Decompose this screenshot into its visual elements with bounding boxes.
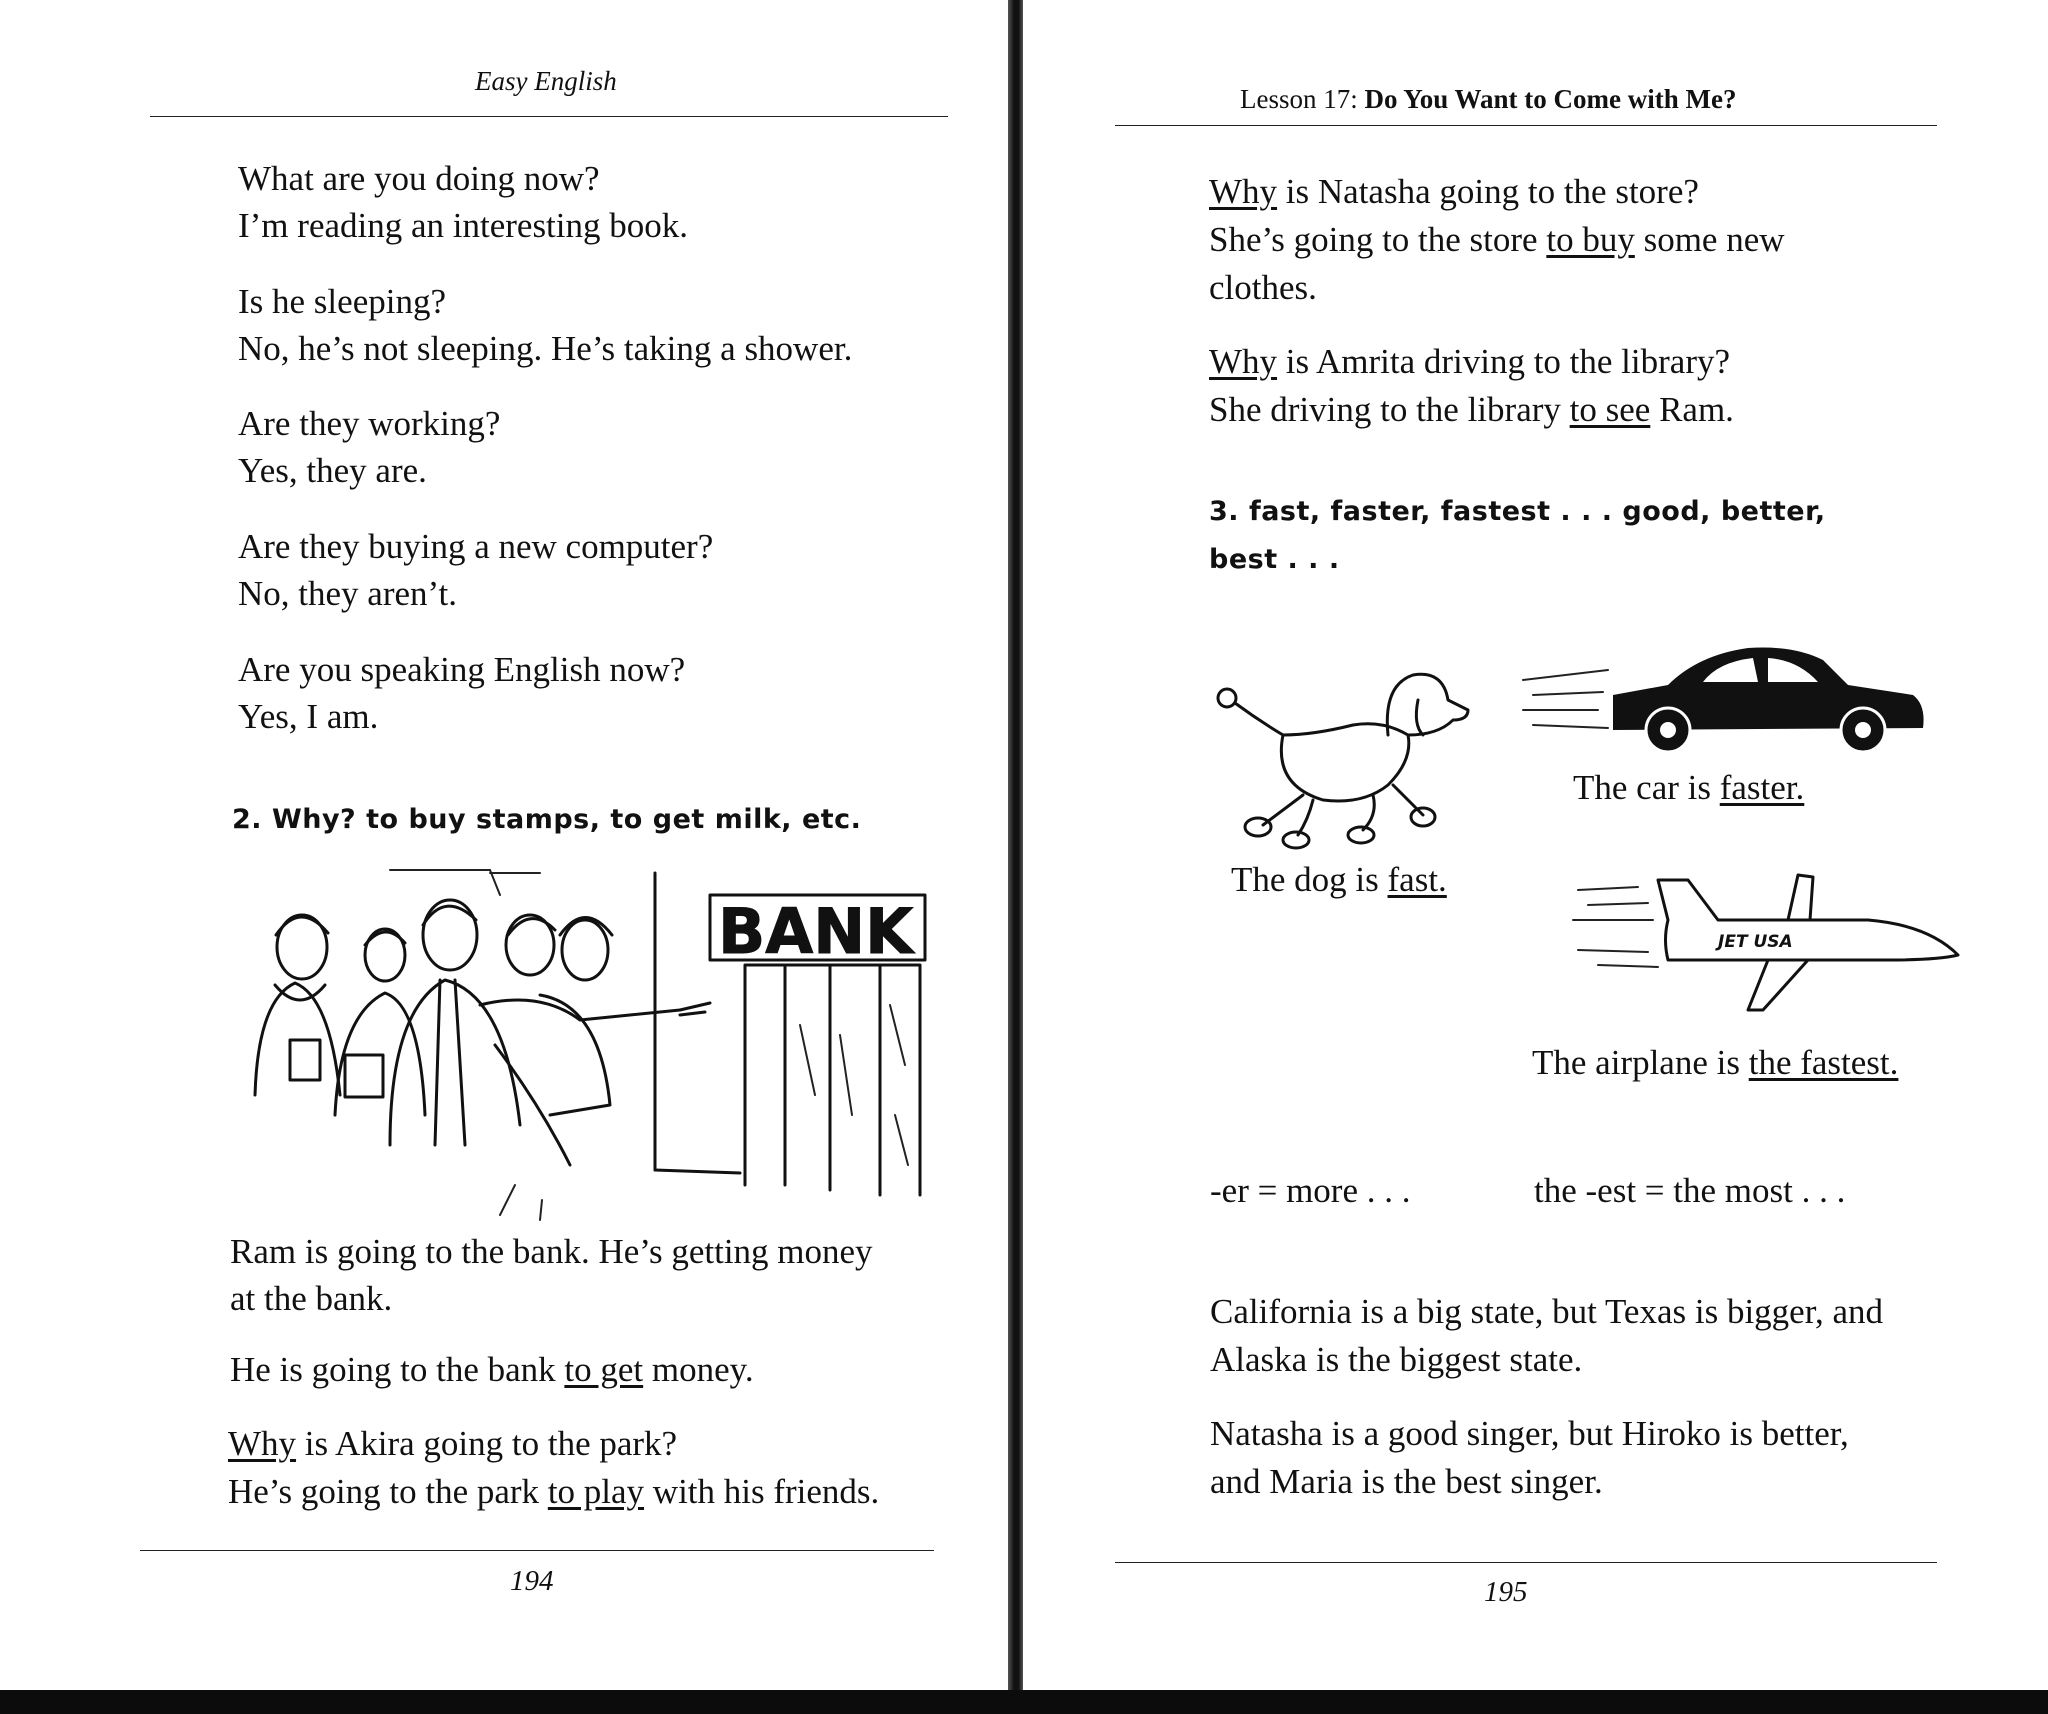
footer-rule [1115, 1562, 1937, 1563]
bank-illustration [240, 865, 930, 1225]
california-line-2: Alaska is the biggest state. [1210, 1340, 1583, 1379]
airplane-caption: The airplane is the fastest. [1532, 1043, 1899, 1082]
underlined-infinitive: to get [564, 1350, 644, 1389]
underlined-infinitive: to buy [1546, 220, 1635, 259]
running-header: Lesson 17: Do You Want to Come with Me? [1240, 84, 1737, 114]
natasha-answer: She’s going to the store to buy some new [1209, 220, 1785, 259]
ram-line-2: at the bank. [230, 1279, 393, 1318]
section-3-title-cont: best . . . [1209, 544, 1340, 575]
amrita-answer: She driving to the library to see Ram. [1209, 390, 1734, 429]
singer-line-1: Natasha is a good singer, but Hiroko is better, [1210, 1414, 1849, 1453]
singer-line-2: and Maria is the best singer. [1210, 1462, 1603, 1501]
scan-bottom-edge [0, 1690, 2048, 1714]
amrita-question: Why is Amrita driving to the library? [1209, 342, 1731, 381]
airplane-illustration [1568, 865, 1968, 1020]
page-number: 194 [510, 1565, 554, 1597]
qa-question: Is he sleeping? [238, 282, 446, 321]
natasha-answer-cont: clothes. [1209, 268, 1317, 307]
section-2-title: 2. Why? to buy stamps, to get milk, etc. [232, 804, 862, 835]
underlined-infinitive: to see [1569, 390, 1651, 429]
qa-question: Are they working? [238, 404, 501, 443]
underlined-infinitive: to play [547, 1472, 645, 1511]
ram-line-1: Ram is going to the bank. He’s getting money [230, 1232, 873, 1271]
car-illustration [1518, 640, 1938, 755]
running-header: Easy English [475, 66, 617, 96]
qa-question: What are you doing now? [238, 159, 600, 198]
header-rule [150, 116, 948, 117]
left-page [0, 0, 1008, 1690]
dog-caption: The dog is fast. [1231, 860, 1447, 899]
footer-rule [140, 1550, 934, 1551]
akira-answer: He’s going to the park to play with his friends. [228, 1472, 880, 1511]
bank-purpose-sentence: He is going to the bank to get money. [230, 1350, 754, 1389]
qa-answer: No, he’s not sleeping. He’s taking a shower. [238, 329, 853, 368]
dog-illustration [1213, 665, 1483, 850]
underlined-why: Why [1209, 172, 1278, 211]
qa-answer: No, they aren’t. [238, 574, 458, 613]
akira-question: Why is Akira going to the park? [228, 1424, 678, 1463]
underlined-why: Why [228, 1424, 297, 1463]
er-rule: -er = more . . . [1210, 1171, 1411, 1210]
california-line-1: California is a big state, but Texas is bigger, and [1210, 1292, 1883, 1331]
header-rule [1115, 125, 1937, 126]
underlined-why: Why [1209, 342, 1278, 381]
plane-label: JET USA [1718, 932, 1793, 952]
right-page [1023, 0, 2048, 1690]
qa-answer: Yes, I am. [238, 697, 379, 736]
car-caption: The car is faster. [1573, 768, 1805, 807]
book-spine [1008, 0, 1023, 1714]
page-number: 195 [1484, 1576, 1528, 1608]
section-3-title: 3. fast, faster, fastest . . . good, better, [1209, 496, 1826, 527]
bank-sign: BANK [718, 895, 914, 968]
natasha-question: Why is Natasha going to the store? [1209, 172, 1699, 211]
qa-question: Are they buying a new computer? [238, 527, 714, 566]
est-rule: the -est = the most . . . [1534, 1171, 1846, 1210]
qa-answer: Yes, they are. [238, 451, 427, 490]
qa-answer: I’m reading an interesting book. [238, 206, 689, 245]
qa-question: Are you speaking English now? [238, 650, 686, 689]
